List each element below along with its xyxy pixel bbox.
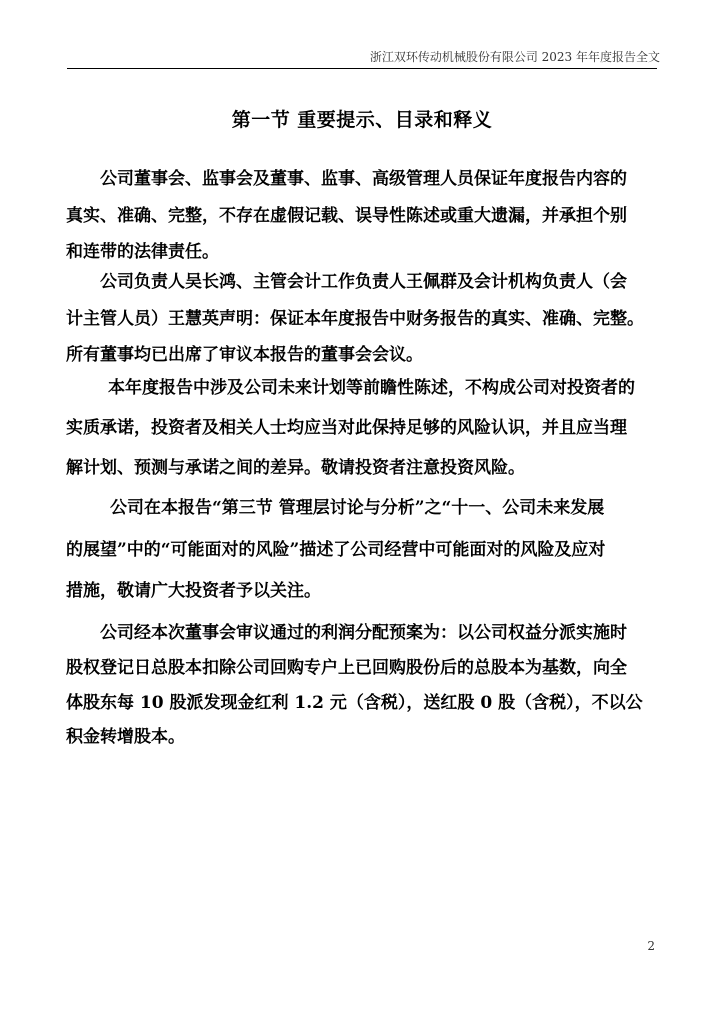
paragraph-line: 体股东每 10 股派发现金红利 1.2 元（含税），送红股 0 股（含税），不以公 bbox=[66, 693, 643, 713]
running-header: 浙江双环传动机械股份有限公司 2023 年年度报告全文 bbox=[369, 50, 660, 64]
paragraph-line: 积金转增股本。 bbox=[66, 727, 185, 747]
paragraph-line: 真实、准确、完整，不存在虚假记载、误导性陈述或重大遗漏，并承担个别 bbox=[66, 206, 627, 226]
paragraph-line: 和连带的法律责任。 bbox=[66, 242, 219, 262]
paragraph-line: 所有董事均已出席了审议本报告的董事会会议。 bbox=[66, 345, 423, 365]
section-title: 第一节 重要提示、目录和释义 bbox=[231, 109, 493, 131]
header-rule bbox=[67, 68, 657, 69]
paragraph-line: 公司经本次董事会审议通过的利润分配预案为：以公司权益分派实施时 bbox=[100, 623, 627, 643]
paragraph-line: 公司在本报告“第三节 管理层讨论与分析”之“十一、公司未来发展 bbox=[110, 498, 605, 518]
paragraph-line: 本年度报告中涉及公司未来计划等前瞻性陈述，不构成公司对投资者的 bbox=[108, 378, 635, 398]
paragraph-line: 的展望”中的“可能面对的风险”描述了公司经营中可能面对的风险及应对 bbox=[66, 540, 606, 560]
paragraph-line: 公司负责人吴长鸿、主管会计工作负责人王佩群及会计机构负责人（会 bbox=[100, 272, 627, 292]
paragraph-line: 计主管人员）王慧英声明：保证本年度报告中财务报告的真实、准确、完整。 bbox=[66, 309, 644, 329]
paragraph-line: 公司董事会、监事会及董事、监事、高级管理人员保证年度报告内容的 bbox=[100, 169, 627, 189]
paragraph-line: 措施，敬请广大投资者予以关注。 bbox=[66, 581, 321, 601]
paragraph-line: 实质承诺，投资者及相关人士均应当对此保持足够的风险认识，并且应当理 bbox=[66, 418, 627, 438]
paragraph-line: 解计划、预测与承诺之间的差异。敬请投资者注意投资风险。 bbox=[66, 458, 525, 478]
paragraph-line: 股权登记日总股本扣除公司回购专户上已回购股份后的总股本为基数，向全 bbox=[66, 658, 627, 678]
page-number: 2 bbox=[647, 939, 655, 953]
